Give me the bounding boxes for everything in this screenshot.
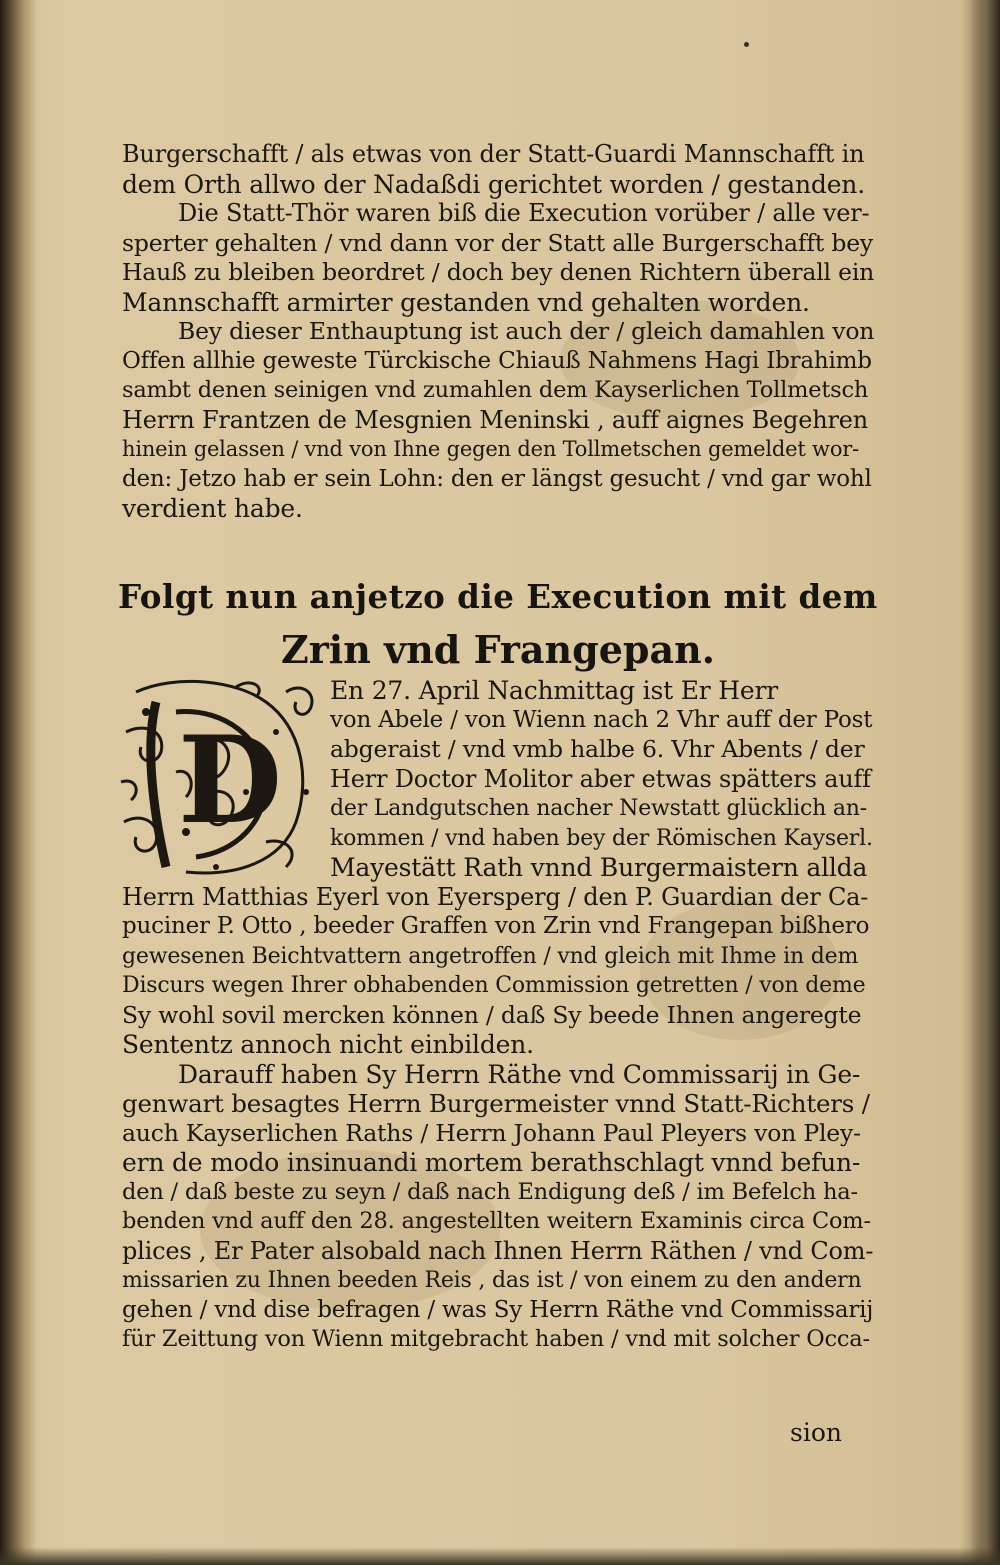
heading-line-2: Zrin vnd Frangepan. [281, 627, 715, 672]
text-line: sperter gehalten / vnd dann vor der Statt alle Burgerschafft bey [122, 228, 874, 257]
paragraph-2 [122, 199, 874, 317]
heading-line-1: Folgt nun anjetzo die Execution mit dem [118, 577, 878, 616]
drop-cap-letter: D [178, 710, 283, 851]
text-line: auch Kayserlichen Raths / Herrn Johann Paul Pleyers von Pley- [122, 1118, 861, 1147]
text-line: Mayestätt Rath vnnd Burgermaistern allda [330, 853, 868, 882]
text-line: der Landgutschen nacher Newstatt glücklich an- [330, 796, 867, 821]
text-line: den / daß beste zu seyn / daß nach Endigung deß / im Befelch ha- [122, 1178, 858, 1205]
text-line: abgeraist / vnd vmb halbe 6. Vhr Abents / der [330, 735, 865, 763]
page-gutter-shadow [0, 0, 36, 1565]
text-line: Sy wohl sovil mercken können / daß Sy beede Ihnen angeregte [122, 1000, 862, 1029]
section-heading [118, 568, 878, 674]
text-line: plices , Er Pater alsobald nach Ihnen Herrn Räthen / vnd Com- [122, 1236, 874, 1265]
text-line: gehen / vnd dise befragen / was Sy Herrn Räthe vnd Commissarij [122, 1296, 874, 1323]
text-line: puciner P. Otto , beeder Graffen von Zrin vnd Frangepan bißhero [122, 913, 870, 939]
text-line: genwart besagtes Herrn Burgermeister vnnd Statt-Richters / [122, 1089, 870, 1118]
body-text-top [122, 140, 874, 524]
text-line: Darauff haben Sy Herrn Räthe vnd Commissarij in Ge- [178, 1059, 861, 1089]
text-line: Sententz annoch nicht einbilden. [122, 1030, 534, 1059]
catchword: sion [790, 1418, 842, 1447]
page-bottom-edge [0, 1547, 1000, 1565]
text-line: kommen / vnd haben bey der Römischen Kayserl. [330, 825, 873, 851]
text-line: Mannschafft armirter gestanden vnd gehalten worden. [122, 287, 810, 317]
text-line: benden vnd auff den 28. angestellten weitern Examinis circa Com- [122, 1208, 871, 1234]
text-line: gewesenen Beichtvattern angetroffen / vnd gleich mit Ihme in dem [122, 943, 859, 969]
paragraph-4 [122, 676, 874, 1355]
text-line: Offen allhie geweste Türckische Chiauß Nahmens Hagi Ibrahimb [122, 347, 872, 374]
page-right-edge [970, 0, 1000, 1565]
paragraph-1 [122, 140, 874, 199]
text-line: Die Statt-Thör waren biß die Execution vorüber / alle ver- [178, 199, 870, 227]
text-line: Burgerschafft / als etwas von der Statt-Guardi Mannschafft in [122, 140, 865, 168]
text-line: Herr Doctor Molitor aber etwas spätters auff [330, 764, 871, 793]
text-line: hinein gelassen / vnd von Ihne gegen den Tollmetschen gemeldet wor- [122, 437, 860, 461]
text-line: den: Jetzo hab er sein Lohn: den er längst gesucht / vnd gar wohl [122, 465, 872, 492]
ink-speck [744, 42, 749, 47]
text-line: für Zeittung von Wienn mitgebracht haben / vnd mit solcher Occa- [122, 1326, 870, 1352]
text-line: En 27. April Nachmittag ist Er Herr [330, 676, 778, 705]
text-line: von Abele / von Wienn nach 2 Vhr auff der Post [330, 706, 873, 733]
text-line: Discurs wegen Ihrer obhabenden Commission getretten / von deme [122, 973, 866, 998]
text-line: missarien zu Ihnen beeden Reis , das ist / von einem zu den andern [122, 1268, 862, 1293]
paragraph-3 [122, 317, 874, 524]
text-line: ern de modo insinuandi mortem berathschlagt vnnd befun- [122, 1148, 861, 1177]
text-line: sambt denen seinigen vnd zumahlen dem Kayserlichen Tollmetsch [122, 377, 869, 403]
text-line: Herrn Matthias Eyerl von Eyersperg / den P. Guardian der Ca- [122, 882, 869, 911]
text-line: Bey dieser Enthauptung ist auch der / gleich damahlen von [178, 317, 875, 345]
text-line: verdient habe. [122, 494, 303, 523]
text-line: Herrn Frantzen de Mesgnien Meninski , auff aignes Begehren [122, 405, 869, 434]
text-line: dem Orth allwo der Nadaßdi gerichtet worden / gestanden. [122, 169, 865, 199]
text-line: Hauß zu bleiben beordret / doch bey denen Richtern überall ein [122, 258, 875, 286]
